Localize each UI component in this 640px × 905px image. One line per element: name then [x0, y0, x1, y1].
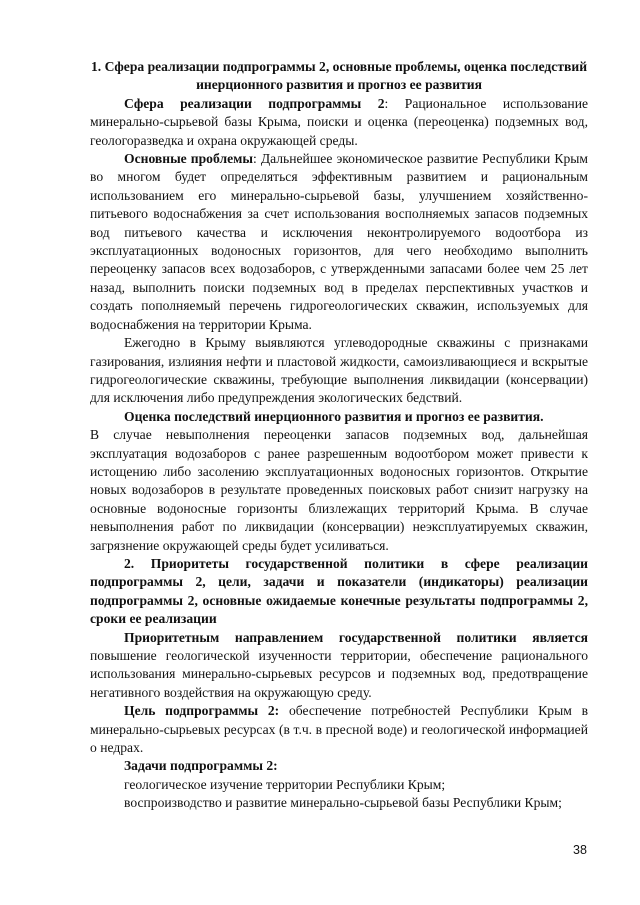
goal-label: Цель подпрограммы 2:: [124, 703, 280, 719]
task-item: геологическое изучение территории Республики Крым;: [124, 776, 446, 792]
problems-text: : Дальнейшее экономическое развитие Республики Крым во многом будет определяться эффективным развитием и рациональным использованием его минерально-сырьевой базы, улучшением хозяйственно-питьевого водоснабжения за счет использования восполняемых запасов подземных вод питьевого качества и исключения неконтролируемого водоотбора из эксплуатационных водоносных горизонтов, для чего необходимо выполнить переоценку запасов всех водозаборов, с утвержденными запасами более чем 25 лет назад, выполнить поиски подземных вод в пределах перспективных участков и создать пополняемый перечень гидрогеологических скважин, используемых для водоснабжения на территории Крыма.: [90, 151, 588, 332]
document-page: [90, 58, 588, 813]
section-1-heading: 1. Сфера реализации подпрограммы 2, основные проблемы, оценка последствий инерционного развития и прогноз ее развития: [90, 59, 588, 93]
goal-paragraph: [90, 702, 588, 757]
priority-label: Приоритетным направлением государственной политики является: [124, 629, 588, 645]
problems-label: Основные проблемы: [124, 151, 253, 167]
assessment-paragraph: В случае невыполнения переоценки запасов подземных вод, дальнейшая эксплуатация водозаборов с ранее разрешенным водоотбором может привести к истощению либо засолению эксплуатационных водоносных горизонтов. Открытие новых водозаборов в результате проведенных поисковых работ снизит нагрузку на основные водоносные горизонты близлежащих территорий Крыма. В случае невыполнения работ по ликвидации (консервации) неэксплуатируемых скважин, загрязнение окружающей среды будет усиливаться.: [90, 427, 588, 553]
tasks-label: Задачи подпрограммы 2:: [124, 758, 278, 774]
sphere-paragraph: [90, 95, 588, 150]
task-item: воспроизводство и развитие минерально-сырьевой базы Республики Крым;: [124, 795, 562, 811]
priority-paragraph: [90, 629, 588, 703]
annual-paragraph: Ежегодно в Крыму выявляются углеводородные скважины с признаками газирования, излияния нефти и пластовой жидкости, самоизливающиеся и вскрытые гидрогеологические скважины, требующие выполнения ликвидации (консервации) для исключения либо предупреждения экологических бедствий.: [90, 335, 588, 406]
problems-paragraph: [90, 150, 588, 334]
page-number: 38: [573, 843, 587, 857]
goal-text: обеспечение потребностей Республики Крым в минерально-сырьевых ресурсах (в т.ч. в пресной воде) и геологической информацией о недрах.: [90, 703, 588, 756]
assessment-heading: Оценка последствий инерционного развития и прогноз ее развития.: [124, 408, 544, 424]
sphere-text: : Рациональное использование минерально-сырьевой базы Крыма, поиски и оценка (переоценка) подземных вод, геологоразведка и охрана окружающей среды.: [90, 95, 589, 148]
priority-text: повышение геологической изученности территории, обеспечение рационального использования минерально-сырьевых ресурсов и подземных вод, предотвращение негативного воздействия на окружающую среду.: [90, 648, 588, 700]
sphere-label: Сфера реализации подпрограммы 2: [124, 95, 385, 111]
section-2-heading: 2. Приоритеты государственной политики в сфере реализации подпрограммы 2, цели, задачи и показатели (индикаторы) реализации подпрограммы 2, основные ожидаемые конечные результаты подпрограммы 2, сроки ее реализации: [90, 555, 588, 627]
